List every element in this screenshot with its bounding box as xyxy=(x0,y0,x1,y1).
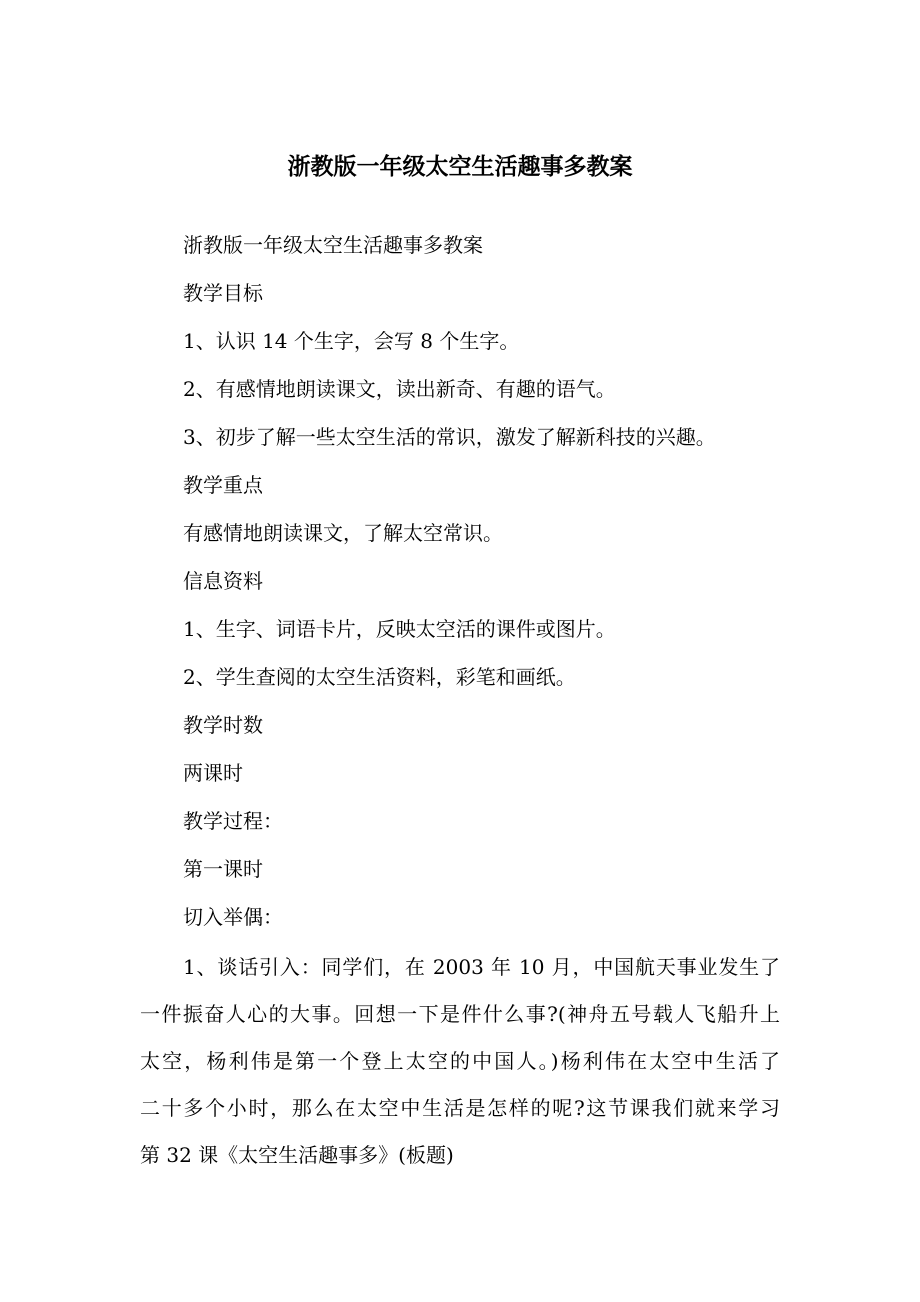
goal-item-3: 3、初步了解一些太空生活的常识，激发了解新科技的兴趣。 xyxy=(183,425,716,449)
paragraph-line: 1、谈话引入：同学们，在 2003 年 10 月，中国航天事业发生了 xyxy=(183,955,780,979)
paragraph-line: 一件振奋人心的大事。回想一下是件什么事?(神舟五号载人飞船升上 xyxy=(140,1002,780,1026)
goal-item-1: 1、认识 14 个生字，会写 8 个生字。 xyxy=(183,329,520,353)
heading-first-lesson: 第一课时 xyxy=(183,857,263,881)
material-item-2: 2、学生查阅的太空生活资料，彩笔和画纸。 xyxy=(183,665,576,689)
paragraph-line: 第 32 课《太空生活趣事多》(板题) xyxy=(140,1143,454,1167)
paragraph-line: 二十多个小时，那么在太空中生活是怎样的呢?这节课我们就来学习 xyxy=(140,1096,780,1120)
heading-introduction: 切入举偶： xyxy=(183,905,283,929)
heading-key-points: 教学重点 xyxy=(183,473,263,497)
key-points-text: 有感情地朗读课文，了解太空常识。 xyxy=(183,521,503,545)
material-item-1: 1、生字、词语卡片，反映太空活的课件或图片。 xyxy=(183,617,616,641)
heading-teaching-goals: 教学目标 xyxy=(183,281,263,305)
heading-materials: 信息资料 xyxy=(183,569,263,593)
heading-class-hours: 教学时数 xyxy=(183,713,263,737)
text-line-subtitle: 浙教版一年级太空生活趣事多教案 xyxy=(183,233,483,257)
heading-process: 教学过程： xyxy=(183,809,283,833)
class-hours-text: 两课时 xyxy=(183,761,243,785)
paragraph-line: 太空，杨利伟是第一个登上太空的中国人。)杨利伟在太空中生活了 xyxy=(140,1049,780,1073)
goal-item-2: 2、有感情地朗读课文，读出新奇、有趣的语气。 xyxy=(183,377,616,401)
document-title: 浙教版一年级太空生活趣事多教案 xyxy=(287,154,633,180)
